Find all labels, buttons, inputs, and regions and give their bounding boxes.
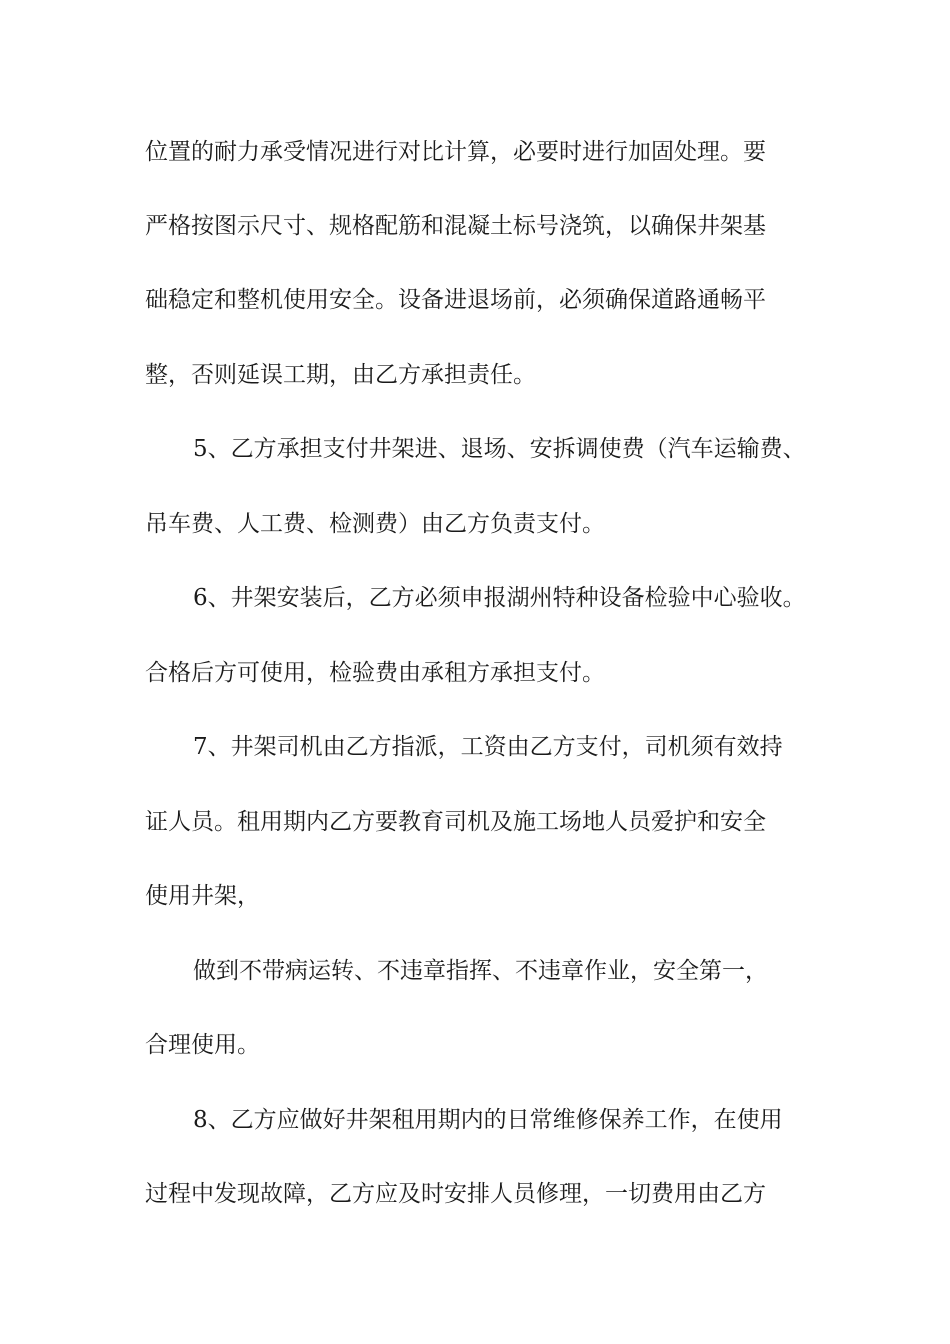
text-line: 础稳定和整机使用安全。设备进退场前，必须确保道路通畅平 xyxy=(145,287,766,313)
text-line-item-8: 8、乙方应做好井架租用期内的日常维修保养工作，在使用 xyxy=(193,1107,783,1133)
text-line: 严格按图示尺寸、规格配筋和混凝土标号浇筑，以确保井架基 xyxy=(145,213,766,239)
text-line-item-6: 6、井架安装后，乙方必须申报湖州特种设备检验中心验收。 xyxy=(193,585,806,611)
text-line: 吊车费、人工费、检测费）由乙方负责支付。 xyxy=(145,511,605,537)
text-line: 做到不带病运转、不违章指挥、不违章作业，安全第一， xyxy=(193,958,768,984)
text-line: 证人员。租用期内乙方要教育司机及施工场地人员爱护和安全 xyxy=(145,809,766,835)
text-line-item-7: 7、井架司机由乙方指派，工资由乙方支付，司机须有效持 xyxy=(193,734,783,760)
text-line: 位置的耐力承受情况进行对比计算，必要时进行加固处理。要 xyxy=(145,139,766,165)
text-line: 合格后方可使用，检验费由承租方承担支付。 xyxy=(145,660,605,686)
text-line: 过程中发现故障，乙方应及时安排人员修理，一切费用由乙方 xyxy=(145,1181,766,1207)
text-line: 合理使用。 xyxy=(145,1032,260,1058)
text-line-item-5: 5、乙方承担支付井架进、退场、安拆调使费（汽车运输费、 xyxy=(193,436,806,462)
text-line: 整，否则延误工期，由乙方承担责任。 xyxy=(145,362,536,388)
text-line: 使用井架， xyxy=(145,883,260,909)
